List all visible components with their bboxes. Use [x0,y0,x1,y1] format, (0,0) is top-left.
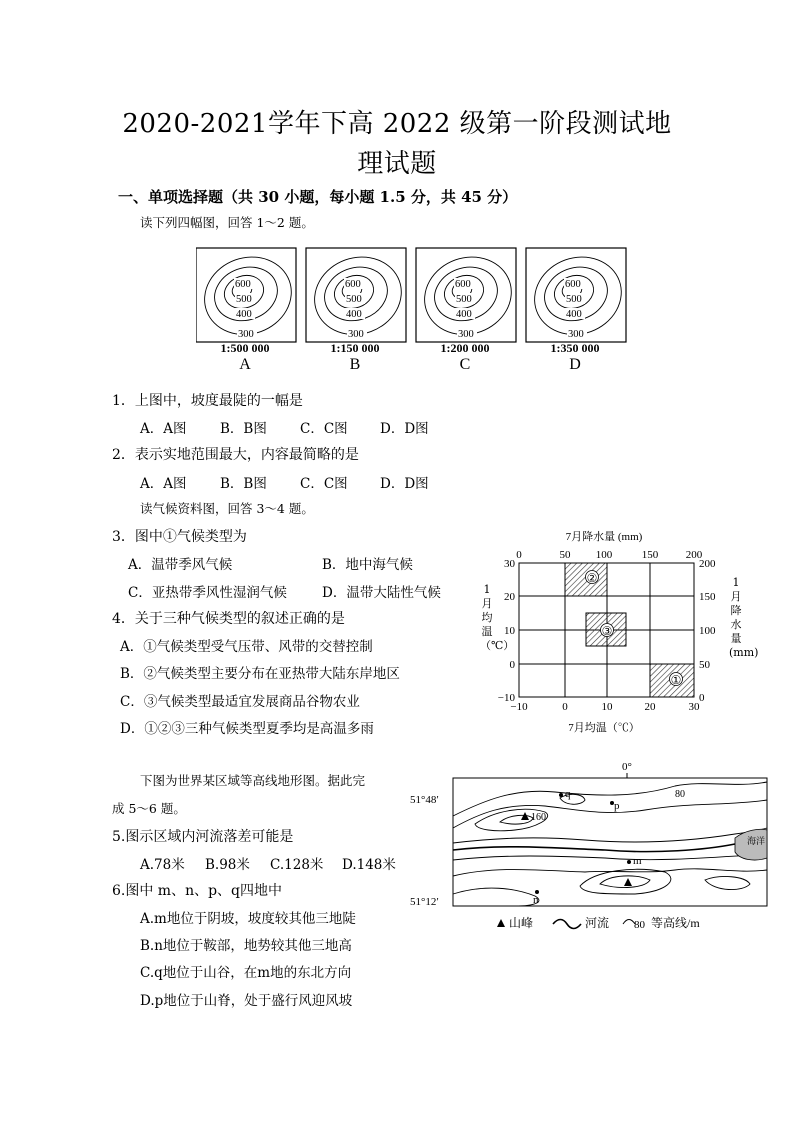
topo-lon-label: 0° [622,761,632,773]
climate-box-3-label: ③ [601,624,613,638]
bottom-tick: 10 [601,701,613,713]
intro-q1-2: 读下列四幅图，回答 1～2 题。 [140,215,314,230]
topo-lat-bottom: 51°12′ [410,896,439,908]
right-tick: 100 [699,625,716,637]
contour-map-b [304,246,413,346]
climate-box-2-label: ② [586,571,598,585]
q6-stem: 6.图中 m、n、p、q四地中 [112,883,283,899]
left-ticks [498,558,516,704]
page-title-line1: 2020-2021学年下高 2022 级第一阶段测试地 [122,109,672,139]
climate-chart-svg [472,526,732,738]
q1-option-c: C．C图 [300,421,348,437]
contour-label-600: 600 [455,279,471,290]
map-b-letter: B [349,356,361,373]
q2-option-b: B．B图 [220,476,267,492]
right-tick: 200 [699,558,716,570]
point-q-label: q [565,788,571,800]
map-a-letter: A [239,356,251,373]
page-title-line2: 理试题 [357,149,437,179]
chart-top-label: 7月降水量 (mm) [565,531,643,543]
q2-stem: 2．表示实地范围最大，内容最简略的是 [112,447,359,463]
contour-label-300: 300 [348,329,364,340]
q6-option-a: A.m地位于阴坡，坡度较其他三地陡 [140,911,356,927]
chart-right-label: 1月降水量(mm) [729,576,759,659]
point-m-label: m [633,855,642,867]
legend-river-icon [553,920,581,929]
contour-label-500: 500 [346,294,362,305]
left-tick: 10 [504,625,515,637]
contour-label-400: 400 [566,309,582,320]
right-ticks [699,558,716,704]
intro-q5-6-line2: 成 5～6 题。 [112,801,186,816]
q3-option-a: A．温带季风气候 [128,557,233,573]
left-tick: 20 [504,591,515,603]
climate-box-1-label: ① [670,673,682,687]
map-b-scale: 1:150 000 [330,341,380,355]
left-tick: −10 [497,692,515,704]
contour-label-600: 600 [345,279,361,290]
q1-option-a: A．A图 [140,421,187,437]
contour-label-400: 400 [456,309,472,320]
contour-ring [220,270,269,314]
map-a-scale: 1:500 000 [220,341,270,355]
q3-stem: 3．图中①气候类型为 [112,529,247,545]
bottom-ticks [510,701,700,713]
section-heading: 一、单项选择题（共 30 小题，每小题 1.5 分，共 45 分） [118,188,518,206]
top-tick: 200 [685,549,703,561]
topo-map [405,758,775,936]
bottom-tick: −10 [510,701,528,713]
left-tick: 0 [509,659,515,671]
q4-stem: 4．关于三种气候类型的叙述正确的是 [112,611,345,627]
contour-ring [440,270,489,314]
q2-option-a: A．A图 [140,476,187,492]
chart-bottom-label: 7月均温（℃） [568,722,640,734]
right-tick: 0 [699,692,705,704]
legend-contour-value: 80 [634,919,645,931]
q4-option-a: A．①气候类型受气压带、风带的交替控制 [120,639,373,655]
contour-label-500: 500 [236,294,252,305]
q4-option-b: B．②气候类型主要分布在亚热带大陆东岸地区 [120,666,400,682]
bottom-tick: 0 [562,701,568,713]
top-tick: 150 [641,549,659,561]
map-c-letter: C [459,356,471,373]
q2-option-d: D．D图 [380,476,429,492]
q3-option-d: D．温带大陆性气候 [322,585,441,601]
q3-option-b: B．地中海气候 [322,557,413,573]
q4-option-d: D．①②③三种气候类型夏季均是高温多雨 [120,721,374,737]
topo-map-svg [405,758,775,936]
q5-option-c: C.128米 [270,857,324,873]
contour-ring [330,270,379,314]
map-d-scale: 1:350 000 [550,341,600,355]
chart-left-label: 1月均温（℃） [480,583,515,652]
q5-stem: 5.图示区域内河流落差可能是 [112,829,294,845]
contour-label-400: 400 [346,309,362,320]
contour-label-400: 400 [236,309,252,320]
q6-option-d: D.p地位于山脊，处于盛行风迎风坡 [140,993,353,1009]
q1-stem: 1．上图中，坡度最陡的一幅是 [112,393,303,409]
bottom-tick: 20 [644,701,656,713]
top-tick: 0 [516,549,522,561]
right-tick: 150 [699,591,716,603]
contour-map-d [524,246,633,346]
map-d-letter: D [569,356,581,373]
q4-option-c: C．③气候类型最适宜发展商品谷物农业 [120,694,360,710]
bottom-tick: 30 [688,701,700,713]
sea-label: 海洋 [746,836,766,846]
contour-80-label: 80 [675,789,685,800]
point-m-dot [627,860,631,864]
q6-option-b: B.n地位于鞍部，地势较其他三地高 [140,938,352,954]
legend-contour-label: 等高线/m [651,916,700,930]
q1-option-b: B．B图 [220,421,267,437]
right-tick: 50 [699,659,710,671]
topo-lat-top: 51°48′ [410,794,439,806]
q5-option-a: A.78米 [140,857,185,873]
peak-160-label: 160 [531,812,546,823]
contour-label-600: 600 [565,279,581,290]
point-n-label: n [533,894,539,906]
q6-option-c: C.q地位于山谷，在m地的东北方向 [140,965,352,981]
contour-maps-figure [196,246,636,346]
top-tick: 50 [559,549,571,561]
point-q-dot [559,793,563,797]
contour-label-500: 500 [566,294,582,305]
contour-ring [550,270,599,314]
map-c-scale: 1:200 000 [440,341,490,355]
q3-option-c: C．亚热带季风性湿润气候 [128,585,287,601]
contour-label-300: 300 [458,329,474,340]
contour-label-600: 600 [235,279,251,290]
left-tick: 30 [504,558,515,570]
legend-river-label: 河流 [585,916,610,930]
q2-option-c: C．C图 [300,476,348,492]
point-p-label: p [614,800,620,812]
contour-label-300: 300 [568,329,584,340]
climate-chart [472,526,732,738]
contour-label-500: 500 [456,294,472,305]
top-tick: 100 [595,549,613,561]
intro-q5-6-line1: 下图为世界某区域等高线地形图。据此完 [140,773,366,788]
contour-label-300: 300 [238,329,254,340]
contour-map-c [414,246,523,346]
q5-option-b: B.98米 [205,857,250,873]
intro-q3-4: 读气候资料图，回答 3～4 题。 [140,501,314,516]
top-ticks [516,549,703,561]
q1-option-d: D．D图 [380,421,429,437]
contour-map-a [196,246,302,346]
legend-peak-label: 山峰 [509,916,534,930]
legend-peak-icon [497,919,505,927]
q5-option-d: D.148米 [342,857,396,873]
